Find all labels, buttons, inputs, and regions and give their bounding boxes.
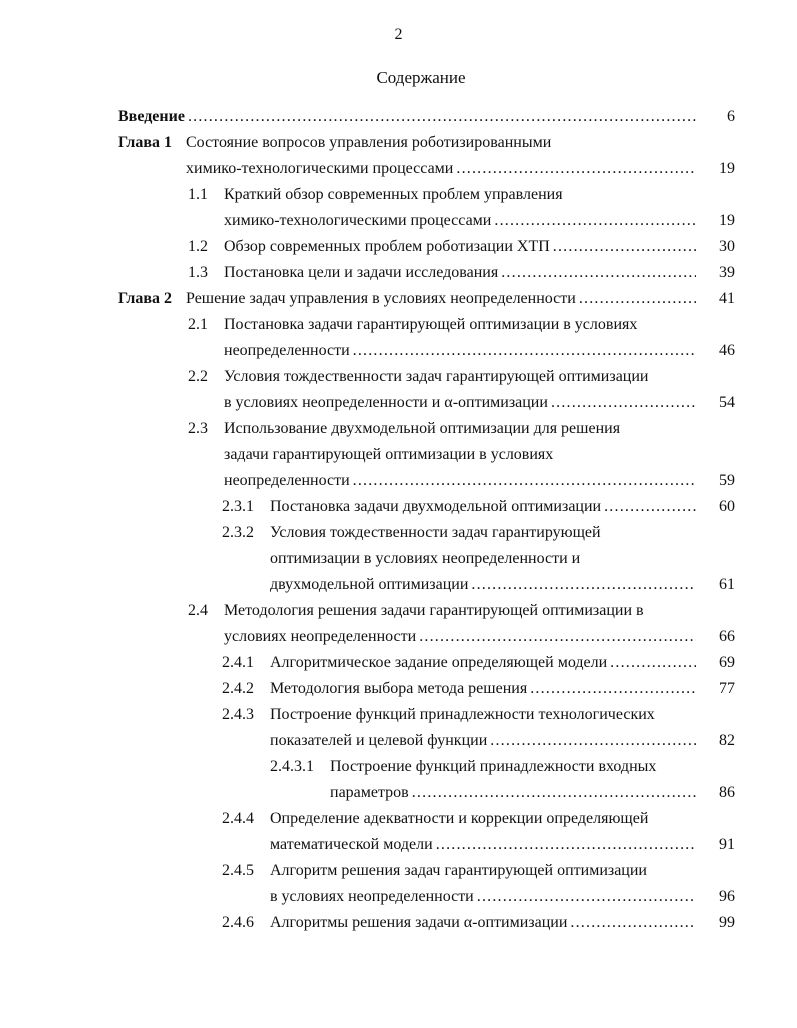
toc-page-number: 60 xyxy=(719,498,735,515)
toc-entry-line xyxy=(270,888,702,914)
toc-entry-title: Постановка задачи гарантирующей оптимизации в условиях xyxy=(224,316,638,333)
toc-entry-line xyxy=(270,914,702,940)
toc-entry-number: Глава 2 xyxy=(118,290,172,307)
toc-entry-title: оптимизации в условиях неопределенности и xyxy=(270,550,581,567)
toc-page-number: 59 xyxy=(719,472,735,489)
toc-entry-line xyxy=(224,186,563,212)
toc-entry-line xyxy=(186,134,551,160)
toc-entry-number: 1.3 xyxy=(188,264,208,281)
toc-page-number: 54 xyxy=(719,394,735,411)
dot-leader xyxy=(579,290,696,308)
dot-leader xyxy=(530,680,696,698)
dot-leader xyxy=(570,914,696,932)
toc-entry-title: Построение функций принадлежности технологических xyxy=(270,706,655,723)
toc-entry-title: задачи гарантирующей оптимизации в условиях xyxy=(224,446,554,463)
toc-entry-line xyxy=(224,394,702,420)
toc-page-number: 41 xyxy=(719,290,735,307)
toc-page-number: 61 xyxy=(719,576,735,593)
dot-leader xyxy=(353,472,696,490)
toc-entry-title: Алгоритмы решения задачи α-оптимизации xyxy=(270,914,568,931)
toc-entry-line xyxy=(330,784,702,810)
toc-entry-number: 1.1 xyxy=(188,186,208,203)
toc-entry-number: 2.3.1 xyxy=(222,498,254,515)
toc-entry-title: Краткий обзор современных проблем управления xyxy=(224,186,563,203)
toc-entry-line xyxy=(270,576,702,602)
toc-entry-line xyxy=(270,836,702,862)
toc-entry-number: Глава 1 xyxy=(118,134,172,151)
toc-page-number: 46 xyxy=(719,342,735,359)
page-title: Содержание xyxy=(376,68,466,87)
dot-leader xyxy=(551,394,696,412)
toc-entry-number: 2.1 xyxy=(188,316,208,333)
toc-page-number: 6 xyxy=(727,108,735,125)
toc-entry-title: в условиях неопределенности xyxy=(270,888,474,905)
toc-entry-title: Алгоритм решения задач гарантирующей оптимизации xyxy=(270,862,647,879)
toc-entry-title: Алгоритмическое задание определяющей модели xyxy=(270,654,608,671)
toc-entry-number: 2.4 xyxy=(188,602,208,619)
dot-leader xyxy=(353,342,696,360)
toc-entry-line xyxy=(224,316,637,342)
toc-entry-title: неопределенности xyxy=(224,472,350,489)
toc-page-number: 77 xyxy=(719,680,735,697)
dot-leader xyxy=(436,836,696,854)
toc-entry-line xyxy=(224,342,702,368)
toc-entry-title: Решение задач управления в условиях неопределенности xyxy=(186,290,576,307)
toc-entry-title: двухмодельной оптимизации xyxy=(270,576,469,593)
toc-entry-line xyxy=(186,290,702,316)
toc-entry-line xyxy=(270,524,601,550)
toc-entry-title: Методология решения задачи гарантирующей оптимизации в xyxy=(224,602,644,619)
toc-entry-title: Условия тождественности задач гарантирующей xyxy=(270,524,601,541)
toc-entry-number: 2.2 xyxy=(188,368,208,385)
toc-entry-line xyxy=(270,706,655,732)
toc-entry-line xyxy=(224,368,648,394)
toc-entry-line xyxy=(224,446,553,472)
toc-entry-title: Условия тождественности задач гарантирующей оптимизации xyxy=(224,368,649,385)
toc-entry-title: Введение xyxy=(118,108,185,125)
toc-entry-number: 2.4.5 xyxy=(222,862,254,879)
toc-entry-number: 2.4.2 xyxy=(222,680,254,697)
toc-entry-number: 2.4.3 xyxy=(222,706,254,723)
toc-entry-title: параметров xyxy=(330,784,409,801)
toc-entry-line xyxy=(224,264,702,290)
toc-entry-title: показателей и целевой функции xyxy=(270,732,488,749)
toc-page-number: 86 xyxy=(719,784,735,801)
dot-leader xyxy=(412,784,696,802)
toc-entry-title: Обзор современных проблем роботизации ХТП xyxy=(224,238,550,255)
dot-leader xyxy=(490,732,696,750)
toc-page-number: 99 xyxy=(719,914,735,931)
toc-entry-line xyxy=(224,212,702,238)
toc-entry-line xyxy=(270,810,648,836)
toc-entry-line xyxy=(224,238,702,264)
toc-page-number: 19 xyxy=(719,212,735,229)
toc-page-number: 69 xyxy=(719,654,735,671)
toc-entry-number: 1.2 xyxy=(188,238,208,255)
toc-entry-line xyxy=(224,472,702,498)
dot-leader xyxy=(610,654,696,672)
toc-entry-line xyxy=(186,160,702,186)
toc-entry-line xyxy=(270,680,702,706)
toc-entry-title: Постановка цели и задачи исследования xyxy=(224,264,499,281)
dot-leader xyxy=(456,160,696,178)
dot-leader xyxy=(477,888,696,906)
toc-entry-line xyxy=(270,732,702,758)
toc-entry-title: Состояние вопросов управления роботизированными xyxy=(186,134,552,151)
toc-entry-title: неопределенности xyxy=(224,342,350,359)
dot-leader xyxy=(471,576,696,594)
dot-leader xyxy=(419,628,696,646)
toc-entry-number: 2.4.3.1 xyxy=(270,758,314,775)
dot-leader xyxy=(501,264,696,282)
toc-entry-title: Использование двухмодельной оптимизации для решения xyxy=(224,420,621,437)
page-number: 2 xyxy=(394,26,403,43)
toc-entry-number: 2.4.4 xyxy=(222,810,254,827)
toc-entry-line xyxy=(270,550,580,576)
toc-page-number: 91 xyxy=(719,836,735,853)
dot-leader xyxy=(494,212,696,230)
toc-entry-title: химико-технологическими процессами xyxy=(224,212,492,229)
toc-entry-line xyxy=(224,602,644,628)
toc-entry-title: в условиях неопределенности и α-оптимизации xyxy=(224,394,548,411)
toc-entry-line xyxy=(270,498,702,524)
toc-entry-line xyxy=(270,862,647,888)
toc-entry-title: условиях неопределенности xyxy=(224,628,417,645)
toc-page-number: 39 xyxy=(719,264,735,281)
toc-entry-title: Постановка задачи двухмодельной оптимизации xyxy=(270,498,602,515)
toc-entry-title: Определение адекватности и коррекции определяющей xyxy=(270,810,649,827)
toc-page-number: 82 xyxy=(719,732,735,749)
toc-entry-number: 2.3 xyxy=(188,420,208,437)
toc-entry-line xyxy=(270,654,702,680)
toc-entry-number: 2.4.1 xyxy=(222,654,254,671)
toc-entry-title: Методология выбора метода решения xyxy=(270,680,528,697)
toc-page-number: 96 xyxy=(719,888,735,905)
dot-leader xyxy=(188,108,696,126)
toc-page-number: 19 xyxy=(719,160,735,177)
toc-entry-line xyxy=(118,108,702,134)
dot-leader xyxy=(604,498,696,516)
toc-entry-number: 2.4.6 xyxy=(222,914,254,931)
toc-entry-number: 2.3.2 xyxy=(222,524,254,541)
toc-entry-title: математической модели xyxy=(270,836,433,853)
toc-entry-line xyxy=(224,628,702,654)
toc-page-number: 66 xyxy=(719,628,735,645)
toc-entry-line xyxy=(224,420,620,446)
toc-page-number: 30 xyxy=(719,238,735,255)
toc-entry-line xyxy=(330,758,656,784)
dot-leader xyxy=(553,238,696,256)
toc-entry-title: химико-технологическими процессами xyxy=(186,160,454,177)
toc-entry-title: Построение функций принадлежности входных xyxy=(330,758,657,775)
